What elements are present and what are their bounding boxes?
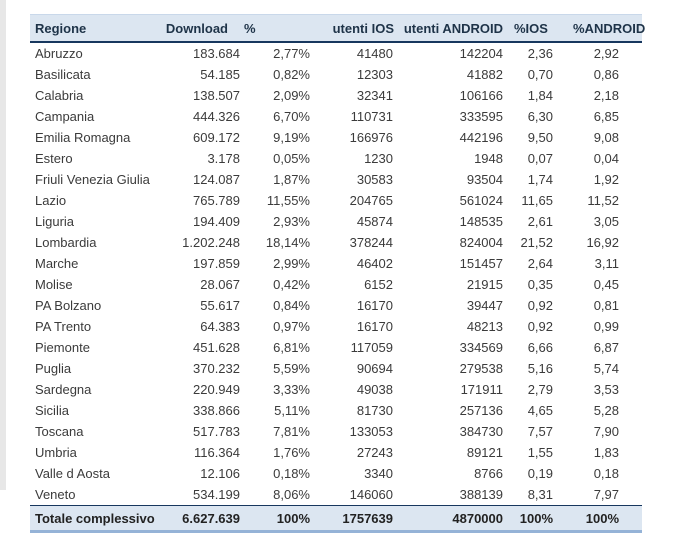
download-cell: 55.617 xyxy=(200,298,240,313)
ios-users-cell: 1230 xyxy=(364,151,393,166)
table-row xyxy=(30,148,642,169)
percent-android-cell: 5,28 xyxy=(593,403,619,418)
android-users-cell: 824004 xyxy=(459,235,503,250)
region-cell: Umbria xyxy=(35,445,77,460)
region-cell: Sicilia xyxy=(35,403,69,418)
download-cell: 28.067 xyxy=(200,277,240,292)
android-users-cell: 333595 xyxy=(459,109,503,124)
region-cell: Valle d Aosta xyxy=(35,466,110,481)
ios-users-cell: 204765 xyxy=(349,193,393,208)
download-cell: 197.859 xyxy=(193,256,240,271)
region-cell: Lombardia xyxy=(35,235,97,250)
table-row xyxy=(30,190,642,211)
table-row xyxy=(30,337,642,358)
column-header-percent-ios: %IOS xyxy=(506,15,554,43)
ios-users-cell: 46402 xyxy=(356,256,393,271)
percent-android-cell: 9,08 xyxy=(593,130,619,145)
android-users-cell: 148535 xyxy=(459,214,503,229)
percent-ios-cell: 21,52 xyxy=(520,235,553,250)
percent-ios-cell: 0,07 xyxy=(527,151,553,166)
percent-ios-cell: 7,57 xyxy=(527,424,553,439)
ios-users-cell: 41480 xyxy=(356,46,393,61)
download-cell: 444.326 xyxy=(193,109,240,124)
android-users-cell: 388139 xyxy=(459,487,503,502)
download-cell: 183.684 xyxy=(193,46,240,61)
percent-android-cell: 0,99 xyxy=(593,319,619,334)
percent-ios-cell: 2,36 xyxy=(527,46,553,61)
download-cell: 3.178 xyxy=(207,151,240,166)
percent-ios-cell: 1,74 xyxy=(527,172,553,187)
table-row xyxy=(30,127,642,148)
region-cell: Toscana xyxy=(35,424,84,439)
table-row xyxy=(30,421,642,442)
table-row xyxy=(30,211,642,232)
percent-android-cell: 0,45 xyxy=(593,277,619,292)
percent-cell: 2,99% xyxy=(273,256,310,271)
percent-cell: 18,14% xyxy=(265,235,310,250)
total-region-cell: Totale complessivo xyxy=(30,506,145,532)
table-row xyxy=(30,106,642,127)
android-users-cell: 93504 xyxy=(466,172,503,187)
android-users-cell: 279538 xyxy=(459,361,503,376)
total-percent-android-cell: 100% xyxy=(554,506,642,532)
percent-ios-cell: 9,50 xyxy=(527,130,553,145)
total-percent-cell: 100% xyxy=(241,506,311,532)
region-cell: Puglia xyxy=(35,361,72,376)
percent-android-cell: 0,04 xyxy=(593,151,619,166)
percent-android-cell: 6,85 xyxy=(593,109,619,124)
ios-users-cell: 117059 xyxy=(350,340,393,355)
table-body xyxy=(30,42,642,506)
total-percent-ios-cell: 100% xyxy=(506,506,554,532)
region-cell: Piemonte xyxy=(35,340,90,355)
column-header-percent: % xyxy=(241,15,311,43)
percent-cell: 0,97% xyxy=(273,319,310,334)
percent-ios-cell: 2,61 xyxy=(527,214,553,229)
percent-cell: 0,42% xyxy=(273,277,310,292)
percent-android-cell: 0,81 xyxy=(593,298,619,313)
region-cell: Lazio xyxy=(35,193,67,208)
download-cell: 1.202.248 xyxy=(182,235,240,250)
percent-ios-cell: 0,35 xyxy=(527,277,553,292)
percent-cell: 8,06% xyxy=(273,487,310,502)
percent-cell: 0,84% xyxy=(273,298,310,313)
ios-users-cell: 3340 xyxy=(364,466,393,481)
percent-ios-cell: 0,70 xyxy=(527,67,553,82)
table-row xyxy=(30,85,642,106)
download-cell: 54.185 xyxy=(200,67,240,82)
ios-users-cell: 45874 xyxy=(356,214,393,229)
table-footer xyxy=(30,506,642,532)
total-row xyxy=(30,506,642,532)
table-row xyxy=(30,232,642,253)
region-cell: Liguria xyxy=(35,214,75,229)
download-cell: 534.199 xyxy=(193,487,240,502)
percent-ios-cell: 0,92 xyxy=(527,298,553,313)
percent-android-cell: 7,97 xyxy=(593,487,619,502)
region-cell: Calabria xyxy=(35,88,84,103)
percent-android-cell: 2,18 xyxy=(593,88,619,103)
table-row xyxy=(30,442,642,463)
percent-cell: 11,55% xyxy=(266,193,310,208)
ios-users-cell: 90694 xyxy=(356,361,393,376)
download-cell: 12.106 xyxy=(200,466,240,481)
percent-android-cell: 1,83 xyxy=(593,445,619,460)
percent-android-cell: 3,11 xyxy=(594,256,619,271)
region-cell: PA Trento xyxy=(35,319,92,334)
region-cell: PA Bolzano xyxy=(35,298,102,313)
android-users-cell: 1948 xyxy=(474,151,503,166)
percent-android-cell: 0,18 xyxy=(593,466,619,481)
region-cell: Basilicata xyxy=(35,67,91,82)
download-cell: 517.783 xyxy=(193,424,240,439)
column-header-download: Download xyxy=(145,15,241,43)
table-row xyxy=(30,253,642,274)
download-cell: 451.628 xyxy=(193,340,240,355)
table-row xyxy=(30,484,642,506)
percent-android-cell: 2,92 xyxy=(593,46,619,61)
region-cell: Molise xyxy=(35,277,73,292)
percent-cell: 6,81% xyxy=(273,340,310,355)
percent-cell: 2,09% xyxy=(273,88,310,103)
percent-android-cell: 1,92 xyxy=(593,172,619,187)
page-left-edge xyxy=(0,0,6,490)
ios-users-cell: 12303 xyxy=(356,67,393,82)
percent-ios-cell: 0,92 xyxy=(527,319,553,334)
download-cell: 338.866 xyxy=(193,403,240,418)
percent-android-cell: 6,87 xyxy=(593,340,619,355)
region-cell: Abruzzo xyxy=(35,46,83,61)
percent-ios-cell: 4,65 xyxy=(527,403,553,418)
table-row xyxy=(30,316,642,337)
download-cell: 64.383 xyxy=(200,319,240,334)
total-android-users-cell: 4870000 xyxy=(396,506,506,532)
download-cell: 220.949 xyxy=(193,382,240,397)
percent-android-cell: 3,53 xyxy=(593,382,619,397)
download-cell: 609.172 xyxy=(193,130,240,145)
percent-ios-cell: 2,79 xyxy=(527,382,553,397)
table-row xyxy=(30,169,642,190)
region-cell: Emilia Romagna xyxy=(35,130,131,145)
table-row xyxy=(30,274,642,295)
percent-ios-cell: 2,64 xyxy=(527,256,553,271)
ios-users-cell: 6152 xyxy=(364,277,393,292)
percent-android-cell: 5,74 xyxy=(593,361,619,376)
ios-users-cell: 16170 xyxy=(356,319,393,334)
percent-ios-cell: 1,55 xyxy=(527,445,553,460)
percent-cell: 0,82% xyxy=(273,67,310,82)
percent-ios-cell: 0,19 xyxy=(527,466,553,481)
percent-android-cell: 7,90 xyxy=(593,424,619,439)
pivot-table xyxy=(30,14,646,533)
percent-cell: 2,93% xyxy=(273,214,310,229)
android-users-cell: 151457 xyxy=(459,256,503,271)
column-header-ios-users: utenti IOS xyxy=(311,15,396,43)
android-users-cell: 8766 xyxy=(474,466,503,481)
percent-cell: 5,59% xyxy=(273,361,310,376)
ios-users-cell: 27243 xyxy=(356,445,393,460)
column-header-android-users: utenti ANDROID xyxy=(396,15,506,43)
percent-cell: 5,11% xyxy=(274,403,310,418)
download-cell: 116.364 xyxy=(193,445,240,460)
total-ios-users-cell: 1757639 xyxy=(311,506,396,532)
android-users-cell: 142204 xyxy=(459,46,503,61)
percent-cell: 0,05% xyxy=(273,151,310,166)
ios-users-cell: 16170 xyxy=(356,298,393,313)
header-row xyxy=(30,15,642,43)
ios-users-cell: 49038 xyxy=(356,382,393,397)
android-users-cell: 334569 xyxy=(459,340,503,355)
percent-ios-cell: 8,31 xyxy=(527,487,553,502)
table-header xyxy=(30,15,646,43)
android-users-cell: 41882 xyxy=(466,67,503,82)
download-cell: 765.789 xyxy=(193,193,240,208)
percent-cell: 6,70% xyxy=(273,109,310,124)
ios-users-cell: 81730 xyxy=(356,403,393,418)
percent-cell: 7,81% xyxy=(273,424,310,439)
percent-ios-cell: 5,16 xyxy=(527,361,553,376)
region-cell: Veneto xyxy=(35,487,76,502)
table-row xyxy=(30,295,642,316)
region-cell: Campania xyxy=(35,109,95,124)
percent-android-cell: 16,92 xyxy=(586,235,619,250)
percent-android-cell: 11,52 xyxy=(587,193,619,208)
android-users-cell: 171911 xyxy=(460,382,503,397)
download-cell: 194.409 xyxy=(193,214,240,229)
android-users-cell: 106166 xyxy=(459,88,503,103)
android-users-cell: 561024 xyxy=(459,193,503,208)
percent-ios-cell: 1,84 xyxy=(527,88,553,103)
percent-cell: 1,87% xyxy=(273,172,310,187)
percent-android-cell: 0,86 xyxy=(593,67,619,82)
android-users-cell: 39447 xyxy=(466,298,503,313)
android-users-cell: 89121 xyxy=(466,445,503,460)
table-row xyxy=(30,42,642,64)
ios-users-cell: 166976 xyxy=(349,130,393,145)
table-row xyxy=(30,463,642,484)
ios-users-cell: 146060 xyxy=(349,487,393,502)
percent-cell: 1,76% xyxy=(273,445,310,460)
android-users-cell: 257136 xyxy=(459,403,503,418)
download-cell: 138.507 xyxy=(193,88,240,103)
percent-ios-cell: 6,66 xyxy=(527,340,553,355)
ios-users-cell: 32341 xyxy=(356,88,393,103)
android-users-cell: 48213 xyxy=(466,319,503,334)
percent-android-cell: 3,05 xyxy=(593,214,619,229)
percent-cell: 3,33% xyxy=(273,382,310,397)
table-row xyxy=(30,379,642,400)
column-header-percent-android: %ANDROID xyxy=(554,15,642,43)
download-cell: 370.232 xyxy=(193,361,240,376)
percent-cell: 9,19% xyxy=(273,130,310,145)
percent-cell: 2,77% xyxy=(273,46,310,61)
region-cell: Sardegna xyxy=(35,382,92,397)
download-cell: 124.087 xyxy=(193,172,240,187)
region-cell: Marche xyxy=(35,256,79,271)
android-users-cell: 442196 xyxy=(459,130,503,145)
percent-ios-cell: 6,30 xyxy=(527,109,553,124)
region-cell: Estero xyxy=(35,151,73,166)
android-users-cell: 21915 xyxy=(466,277,503,292)
table-row xyxy=(30,64,642,85)
percent-ios-cell: 11,65 xyxy=(521,193,553,208)
ios-users-cell: 133053 xyxy=(349,424,393,439)
android-users-cell: 384730 xyxy=(459,424,503,439)
column-header-region: Regione xyxy=(30,15,145,43)
table-row xyxy=(30,400,642,421)
ios-users-cell: 30583 xyxy=(356,172,393,187)
ios-users-cell: 110731 xyxy=(350,109,393,124)
total-download-cell: 6.627.639 xyxy=(145,506,241,532)
percent-cell: 0,18% xyxy=(273,466,310,481)
table-row xyxy=(30,358,642,379)
region-cell: Friuli Venezia Giulia xyxy=(35,172,150,187)
ios-users-cell: 378244 xyxy=(349,235,393,250)
